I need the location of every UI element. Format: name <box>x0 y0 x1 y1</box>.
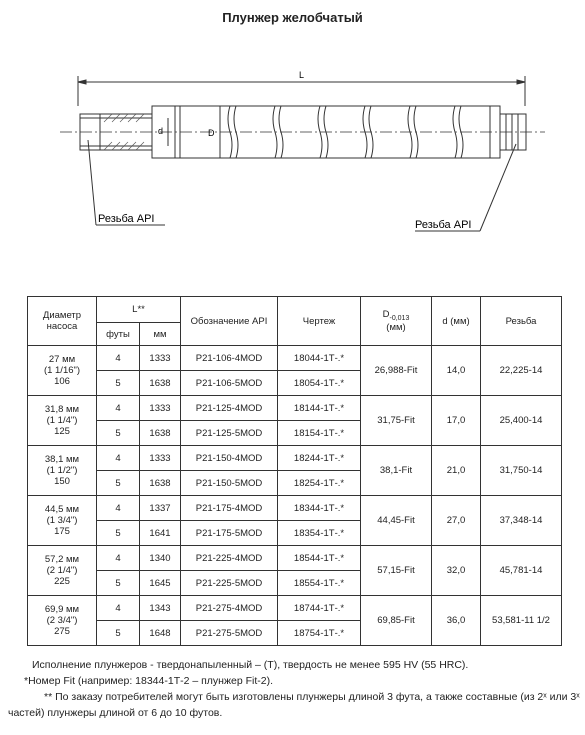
page-title: Плунжер желобчатый <box>222 10 363 25</box>
cell-thread: 37,348-14 <box>481 496 562 546</box>
cell-drawing: 18354-1Т-.* <box>278 521 361 546</box>
cell-feet: 5 <box>97 621 140 646</box>
diameter-line: 275 <box>54 626 70 637</box>
cell-d: 21,0 <box>432 446 481 496</box>
table-row <box>28 446 562 471</box>
header-D: $D_{-0,013}$ (мм) <box>361 297 432 346</box>
cell-mm: 1337 <box>140 496 181 521</box>
notes <box>8 657 583 721</box>
cell-api: P21-225-5MOD <box>181 571 278 596</box>
cell-feet: 5 <box>97 571 140 596</box>
cell-drawing: 18344-1Т-.* <box>278 496 361 521</box>
thread-right-label: Резьба API <box>415 219 472 231</box>
diameter-line: (1 1/16") <box>43 365 81 376</box>
cell-drawing: 18154-1Т-.* <box>278 421 361 446</box>
cell-api: P21-106-4MOD <box>181 346 278 371</box>
cell-mm: 1645 <box>140 571 181 596</box>
cell-D: 57,15-Fit <box>361 546 432 596</box>
cell-mm: 1343 <box>140 596 181 621</box>
cell-feet: 5 <box>97 471 140 496</box>
cell-drawing: 18544-1Т-.* <box>278 546 361 571</box>
cell-d: 27,0 <box>432 496 481 546</box>
diameter-line: (2 3/4") <box>46 615 78 626</box>
cell-feet: 4 <box>97 496 140 521</box>
cell-drawing: 18254-1Т-.* <box>278 471 361 496</box>
cell-drawing: 18054-1Т-.* <box>278 371 361 396</box>
cell-api: P21-275-4MOD <box>181 596 278 621</box>
table-row <box>28 346 562 371</box>
note-hardness: Исполнение плунжеров - твердонапыленный – (Т), твердость не менее 595 HV (55 HRC). <box>32 659 469 671</box>
diameter-line: (2 1/4") <box>46 565 78 576</box>
header-drawing: Чертеж <box>278 297 361 346</box>
cell-drawing: 18044-1Т-.* <box>278 346 361 371</box>
header-api: Обозначение API <box>181 297 278 346</box>
diameter-line: (1 1/4") <box>46 415 78 426</box>
cell-diameter <box>28 346 97 396</box>
header-diameter: Диаметр насоса <box>28 297 97 346</box>
cell-drawing: 18144-1Т-.* <box>278 396 361 421</box>
cell-mm: 1340 <box>140 546 181 571</box>
cell-d: 36,0 <box>432 596 481 646</box>
cell-diameter <box>28 546 97 596</box>
cell-drawing: 18754-1Т-.* <box>278 621 361 646</box>
cell-D: 31,75-Fit <box>361 396 432 446</box>
cell-drawing: 18744-1Т-.* <box>278 596 361 621</box>
diameter-line: 69,9 мм <box>44 604 80 615</box>
thread-left-label: Резьба API <box>98 213 155 225</box>
table-row <box>28 596 562 621</box>
cell-feet: 5 <box>97 371 140 396</box>
header-d: d (мм) <box>432 297 481 346</box>
cell-diameter <box>28 496 97 546</box>
dim-L-label: L <box>299 70 305 80</box>
table-row <box>28 546 562 571</box>
diameter-line: 125 <box>54 426 70 437</box>
cell-diameter <box>28 596 97 646</box>
note-fit-number: *Номер Fit (например: 18344-1Т-2 – плунжер Fit-2). <box>24 675 274 687</box>
cell-D: 38,1-Fit <box>361 446 432 496</box>
cell-d: 32,0 <box>432 546 481 596</box>
diameter-line: 27 мм <box>48 354 76 365</box>
cell-api: P21-225-4MOD <box>181 546 278 571</box>
cell-mm: 1648 <box>140 621 181 646</box>
cell-mm: 1333 <box>140 396 181 421</box>
cell-api: P21-106-5MOD <box>181 371 278 396</box>
diameter-line: (1 1/2") <box>46 465 78 476</box>
cell-mm: 1333 <box>140 346 181 371</box>
header-length: L** <box>97 297 181 323</box>
cell-mm: 1638 <box>140 371 181 396</box>
cell-thread: 45,781-14 <box>481 546 562 596</box>
header-thread: Резьба <box>481 297 562 346</box>
cell-api: P21-125-5MOD <box>181 421 278 446</box>
cell-feet: 4 <box>97 396 140 421</box>
cell-api: P21-275-5MOD <box>181 621 278 646</box>
cell-api: P21-150-5MOD <box>181 471 278 496</box>
cell-mm: 1641 <box>140 521 181 546</box>
cell-thread: 22,225-14 <box>481 346 562 396</box>
cell-feet: 4 <box>97 346 140 371</box>
cell-D: 26,988-Fit <box>361 346 432 396</box>
dim-D-label: D <box>208 128 215 138</box>
cell-d: 17,0 <box>432 396 481 446</box>
cell-api: P21-175-5MOD <box>181 521 278 546</box>
diameter-line: (1 3/4") <box>46 515 78 526</box>
cell-mm: 1638 <box>140 421 181 446</box>
diameter-line: 44,5 мм <box>44 504 80 515</box>
plunger-drawing <box>0 40 585 240</box>
cell-api: P21-125-4MOD <box>181 396 278 421</box>
cell-mm: 1638 <box>140 471 181 496</box>
cell-feet: 5 <box>97 421 140 446</box>
header-mm: мм <box>140 323 181 346</box>
cell-drawing: 18554-1Т-.* <box>278 571 361 596</box>
diameter-line: 31,8 мм <box>44 404 80 415</box>
cell-feet: 5 <box>97 521 140 546</box>
cell-d: 14,0 <box>432 346 481 396</box>
cell-api: P21-150-4MOD <box>181 446 278 471</box>
diameter-line: 57,2 мм <box>44 554 80 565</box>
cell-feet: 4 <box>97 546 140 571</box>
cell-feet: 4 <box>97 596 140 621</box>
cell-thread: 53,581-11 1/2 <box>481 596 562 646</box>
cell-api: P21-175-4MOD <box>181 496 278 521</box>
cell-diameter <box>28 446 97 496</box>
cell-thread: 31,750-14 <box>481 446 562 496</box>
diameter-line: 150 <box>54 476 70 487</box>
table-row <box>28 496 562 521</box>
dim-d-label: d <box>158 126 164 136</box>
diameter-line: 175 <box>54 526 70 537</box>
table-row <box>28 396 562 421</box>
cell-diameter <box>28 396 97 446</box>
cell-drawing: 18244-1Т-.* <box>278 446 361 471</box>
cell-D: 69,85-Fit <box>361 596 432 646</box>
diameter-line: 38,1 мм <box>44 454 80 465</box>
cell-mm: 1333 <box>140 446 181 471</box>
plunger-spec-table <box>27 296 562 646</box>
cell-thread: 25,400-14 <box>481 396 562 446</box>
header-feet: футы <box>97 323 140 346</box>
cell-D: 44,45-Fit <box>361 496 432 546</box>
diameter-line: 225 <box>54 576 70 587</box>
cell-feet: 4 <box>97 446 140 471</box>
note-length: ** По заказу потребителей могут быть изготовлены плунжеры длиной 3 фута, а также составные (из 2ˣ или 3ˣ частей) плунжеры длиной от 6 до 10 футов. <box>8 691 580 719</box>
diameter-line: 106 <box>54 376 70 387</box>
